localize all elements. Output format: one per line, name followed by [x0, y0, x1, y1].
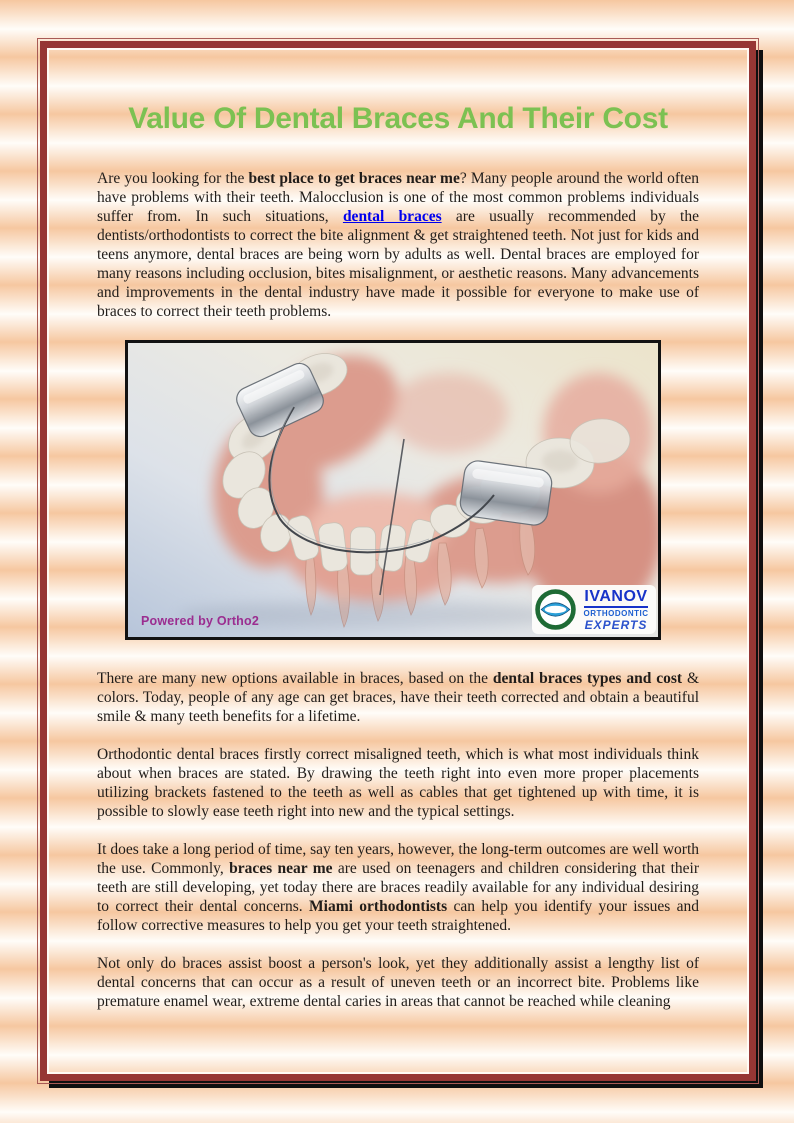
page-content [47, 48, 749, 1074]
logo-name: IVANOV [584, 589, 647, 608]
logo-text [579, 589, 653, 631]
text: ? Many people around the world often have problems with their teeth. Malocclusion is one of the most common problems individuals suffer from. In such situations, [97, 170, 700, 225]
text: Are you looking for the [97, 170, 249, 187]
bold-text: braces near me [229, 860, 333, 877]
page-frame [40, 41, 756, 1081]
logo-line3: EXPERTS [584, 617, 648, 632]
text: There are many new options available in braces, based on the [97, 670, 493, 687]
logo-line2: ORTHODONTIC [583, 608, 649, 618]
braces-figure [125, 340, 661, 640]
smile-icon [535, 589, 576, 630]
powered-by-label: Powered by Ortho2 [141, 614, 260, 628]
bold-text: best place to get braces near me [248, 170, 460, 187]
bold-text: dental braces types and cost [492, 670, 683, 687]
paragraph [97, 954, 699, 1011]
ivanov-logo [532, 585, 656, 634]
article-body [97, 169, 699, 1011]
paragraph [97, 169, 699, 321]
text: It does take a long period of time, say ten years, however, the long-term outcomes are well worth the use. Commonly, [97, 841, 699, 877]
text: Orthodontic dental braces firstly correct misaligned teeth, which is what most individuals think about when braces are stated. By drawing the teeth right into even more proper placements utilizing brackets fastened to the teeth as well as cables that get tightened up with time, it is possible to slowly ease teeth right into new and the typical settings. [97, 746, 699, 820]
text: are used on teenagers and children considering that their teeth are still developing, yet today there are braces readily available for any individual desiring to correct their dental concerns. [97, 860, 699, 915]
text: can help you identify your issues and follow corrective measures to help you get your teeth straightened. [97, 898, 700, 934]
text: Not only do braces assist boost a person's look, yet they additionally assist a lengthy list of dental concerns that can occur as a result of uneven teeth or an incorrect bite. Problems like premature enamel wear, extreme dental caries in areas that cannot be reached while cleaning [97, 955, 699, 1010]
bold-text: Miami orthodontists [309, 898, 448, 915]
paragraph [97, 840, 699, 935]
paragraph [97, 669, 699, 726]
article-paragraphs-after-figure [97, 669, 699, 1011]
text: are usually recommended by the dentists/orthodontists to correct the bite alignment & get straightened teeth. Not just for kids and teens anymore, dental braces are being worn by adults as well. Dental braces are employed for many reasons including occlusion, bites misalignment, or aesthetic reasons. Many advancements and improvements in the dental industry have made it possible for everyone to make use of braces to correct their teeth problems. [97, 208, 699, 320]
text: & colors. Today, people of any age can get braces, have their teeth corrected and obtain a beautiful smile & many teeth benefits for a lifetime. [97, 670, 700, 725]
dental-braces-link[interactable]: dental braces [342, 208, 442, 225]
paragraph [97, 745, 699, 821]
page-title: Value Of Dental Braces And Their Cost [128, 102, 668, 135]
article-paragraphs [97, 169, 699, 321]
